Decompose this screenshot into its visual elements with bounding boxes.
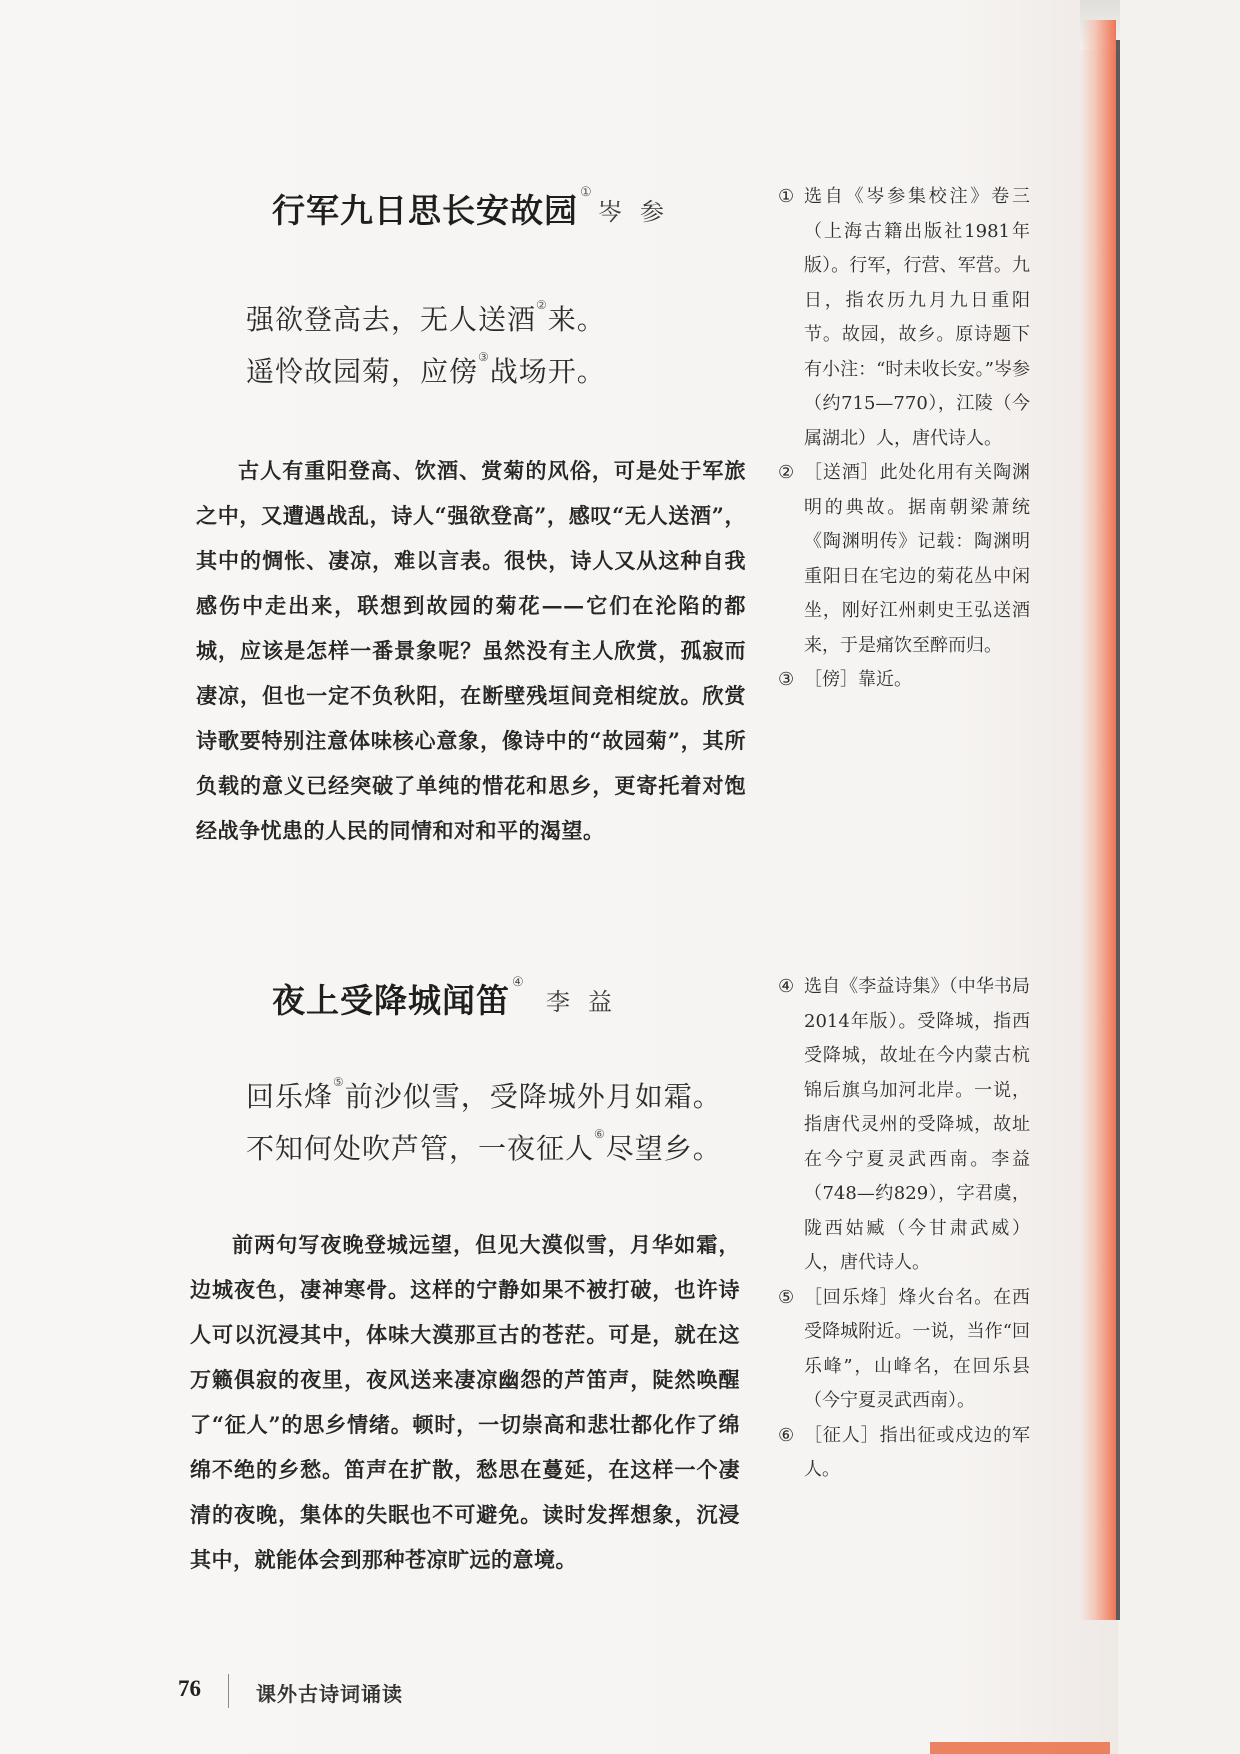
poem2-title-note-ref[interactable]: ④	[512, 975, 525, 990]
poem2-author: 李益	[546, 988, 630, 1016]
poem2-line-1: 回乐烽⑤前沙似雪，受降城外月如霜。	[246, 1075, 722, 1113]
footnote-text: 选自《李益诗集》（中华书局2014年版）。受降城，指西受降城，故址在今内蒙古杭锦后旗乌加河北岸。一说，指唐代灵州的受降城，故址在今宁夏灵武西南。李益（748—约829），字君虞，陇西姑臧（今甘肃武威）人，唐代诗人。	[804, 976, 1030, 1273]
page-number: 76	[178, 1676, 201, 1701]
footnote-6	[778, 1419, 1030, 1488]
footnote-4	[778, 970, 1030, 1281]
footnote-1	[778, 180, 1030, 456]
footnote-text: ［傍］靠近。	[804, 669, 912, 690]
footnote-3	[778, 663, 1030, 698]
poem1-line-2: 遥怜故园菊，应傍③战场开。	[246, 350, 606, 388]
poem2-title: 夜上受降城闻笛 ④	[272, 975, 525, 1020]
poem1-notes	[778, 180, 1030, 698]
footnote-number: ⑤	[778, 1286, 795, 1308]
poem2-commentary: 前两句写夜晚登城远望，但见大漠似雪，月华如霜，边城夜色，凄神寒骨。这样的宁静如果不被打破，也许诗人可以沉浸其中，体味大漠那亘古的苍茫。可是，就在这万籁俱寂的夜里，夜风送来凄凉幽怨的芦笛声，陡然唤醒了“征人”的思乡情绪。顿时，一切崇高和悲壮都化作了绵绵不绝的乡愁。笛声在扩散，愁思在蔓延，在这样一个凄清的夜晚，集体的失眠也不可避免。读时发挥想象，沉浸其中，就能体会到那种苍凉旷远的意境。	[190, 1232, 740, 1572]
poem1-commentary: 古人有重阳登高、饮酒、赏菊的风俗，可是处于军旅之中，又遭遇战乱，诗人“强欲登高”，感叹“无人送酒”，其中的惆怅、凄凉，难以言表。很快，诗人又从这种自我感伤中走出来，联想到故园的菊花——它们在沦陷的都城，应该是怎样一番景象呢？虽然没有主人欣赏，孤寂而凄凉，但也一定不负秋阳，在断壁残垣间竞相绽放。欣赏诗歌要特别注意体味核心意象，像诗中的“故园菊”，其所负载的意义已经突破了单纯的惜花和思乡，更寄托着对饱经战争忧患的人民的同情和对和平的渴望。	[196, 458, 746, 843]
footnote-number: ④	[778, 976, 795, 997]
poem1-author: 岑参	[598, 198, 682, 226]
footnote-text: ［回乐烽］烽火台名。在西受降城附近。一说，当作“回乐峰”，山峰名，在回乐县（今宁夏灵武西南）。	[804, 1286, 1030, 1411]
footnote-text: ［送酒］此处化用有关陶渊明的典故。据南朝梁萧统《陶渊明传》记载：陶渊明重阳日在宅边的菊花丛中闲坐，刚好江州刺史王弘送酒来，于是痛饮至醉而归。	[804, 462, 1030, 656]
poem2-notes	[778, 970, 1030, 1488]
footnote-number: ②	[778, 462, 795, 483]
footnote-number: ⑥	[778, 1424, 795, 1446]
poem1-title-note-ref[interactable]: ①	[580, 185, 593, 200]
footnote-text: ［征人］指出征或戍边的军人。	[804, 1424, 1030, 1480]
poem2-line-2-note-ref[interactable]: ⑥	[594, 1127, 606, 1141]
footnote-number: ①	[778, 186, 795, 207]
poem1-title: 行军九日思长安故园 ①	[272, 185, 593, 230]
poem2-line-2: 不知何处吹芦管，一夜征人⑥尽望乡。	[246, 1127, 722, 1165]
poem1-line-1: 强欲登高去，无人送酒②来。	[246, 298, 606, 336]
footnote-5	[778, 1281, 1030, 1419]
bottom-edge-strip	[930, 1742, 1110, 1754]
poem2-line-1-note-ref[interactable]: ⑤	[333, 1075, 345, 1089]
footnote-2	[778, 456, 1030, 663]
footer-divider	[228, 1674, 229, 1708]
poem1-line-2-note-ref[interactable]: ③	[478, 350, 490, 364]
running-footer-title: 课外古诗词诵读	[256, 1682, 403, 1706]
page-edge-shadow	[1080, 20, 1116, 1620]
page-edge-line	[1116, 40, 1120, 1620]
footnote-number: ③	[778, 669, 795, 690]
footnote-text: 选自《岑参集校注》卷三（上海古籍出版社1981年版）。行军，行营、军营。九日，指农历九月九日重阳节。故园，故乡。原诗题下有小注：“时未收长安。”岑参（约715—770），江陵（今属湖北）人，唐代诗人。	[804, 186, 1030, 449]
poem1-line-1-note-ref[interactable]: ②	[536, 298, 548, 312]
